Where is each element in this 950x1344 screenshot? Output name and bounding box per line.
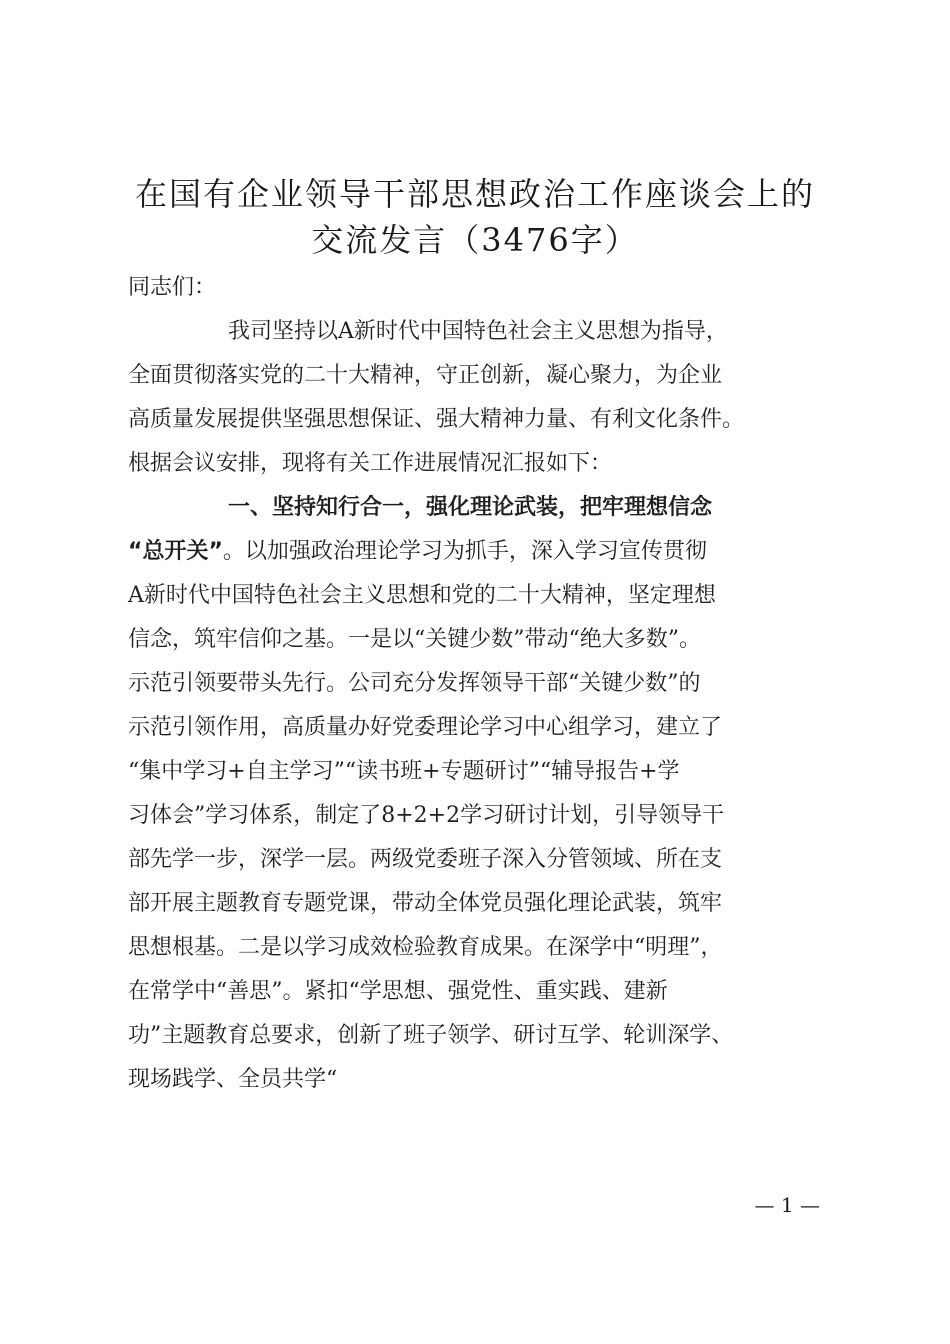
section-1-line: “集中学习+自主学习”“读书班+专题研讨”“辅导报告+学 [128,759,680,784]
section-1-line: 思想根基。二是以学习成效检验教育成果。在深学中“明理”， [128,935,723,960]
document-title-line-1: 在国有企业领导干部思想政治工作座谈会上的 [134,175,815,213]
section-1-line: 在常学中“善思”。紧扣“学思想、强党性、重实践、建新 [128,979,668,1004]
paragraph-1-line: 全面贯彻落实党的二十大精神，守正创新，凝心聚力，为企业 [128,363,723,388]
salutation: 同志们： [128,275,217,300]
document-body [128,266,828,1102]
page-number: — 1 — [754,1193,820,1217]
section-1-line: 现场践学、全员共学“ [128,1067,338,1092]
section-1-heading: 一、坚持知行合一，强化理论武装，把牢理想信念 [228,495,713,520]
document-title-line-2: 交流发言（3476字） [311,221,639,259]
section-1-line: 习体会”学习体系，制定了8+2+2学习研讨计划，引导领导干 [128,803,725,828]
section-1-line: 部开展主题教育专题党课，带动全体党员强化理论武装，筑牢 [128,891,723,916]
section-1-line: 信念，筑牢信仰之基。一是以“关键少数”带动“绝大多数”。 [128,627,701,652]
section-1-line: 示范引领要带头先行。公司充分发挥领导干部“关键少数”的 [128,671,701,696]
section-1-text: 。以加强政治理论学习为抓手，深入学习宣传贯彻 [222,539,707,564]
paragraph-1-line: 我司坚持以A新时代中国特色社会主义思想为指导， [228,319,728,344]
section-1-line: 部先学一步，深学一层。两级党委班子深入分管领域、所在支 [128,847,723,872]
section-1-line: A新时代中国特色社会主义思想和党的二十大精神，坚定理想 [128,583,716,608]
paragraph-1-line: 高质量发展提供坚强思想保证、强大精神力量、有利文化条件。 [128,407,745,432]
section-1-first-line [128,530,828,574]
paragraph-1-line: 根据会议安排，现将有关工作进展情况汇报如下： [128,451,613,476]
section-1-line: 功”主题教育总要求，创新了班子领学、研讨互学、轮训深学、 [128,1023,734,1048]
section-1-heading-continuation: “总开关” [128,539,223,564]
section-1-line: 示范引领作用，高质量办好党委理论学习中心组学习，建立了 [128,715,723,740]
